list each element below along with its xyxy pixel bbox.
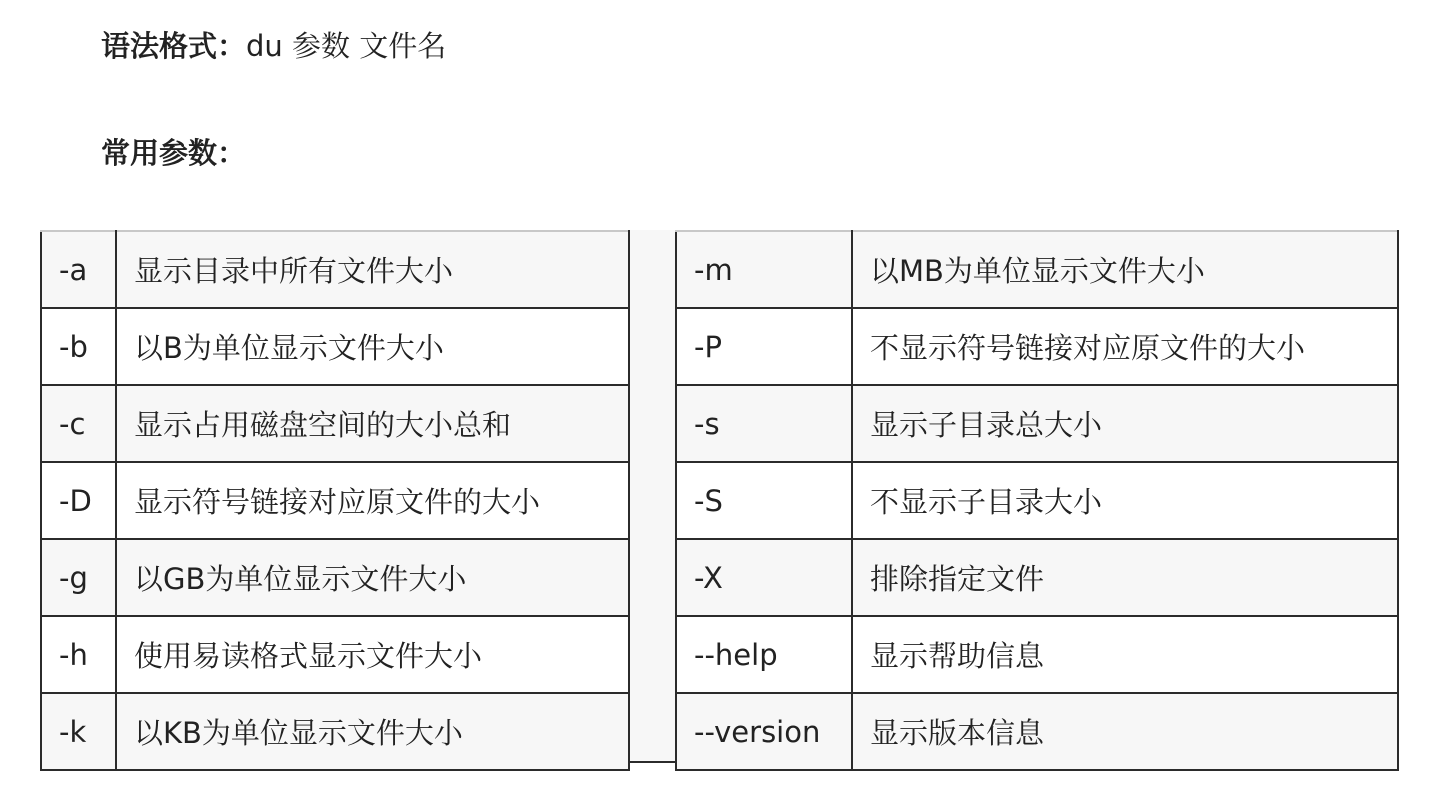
table-row (676, 385, 1398, 462)
params-heading: 常用参数： (101, 136, 247, 170)
options-table-right (675, 230, 1399, 771)
option-flag: -P (676, 308, 852, 385)
option-description: 使用易读格式显示文件大小 (116, 616, 629, 693)
table-row (41, 539, 629, 616)
syntax-command: du 参数 文件名 (246, 29, 447, 63)
option-flag: -b (41, 308, 116, 385)
option-flag: -s (676, 385, 852, 462)
option-description: 显示子目录总大小 (852, 385, 1398, 462)
option-description: 显示版本信息 (852, 693, 1398, 770)
option-description: 以GB为单位显示文件大小 (116, 539, 629, 616)
table-row (676, 462, 1398, 539)
table-row (41, 462, 629, 539)
option-flag: -k (41, 693, 116, 770)
option-flag: -c (41, 385, 116, 462)
option-description: 排除指定文件 (852, 539, 1398, 616)
option-flag: -D (41, 462, 116, 539)
option-flag: -m (676, 231, 852, 308)
option-description: 显示目录中所有文件大小 (116, 231, 629, 308)
option-description: 显示符号链接对应原文件的大小 (116, 462, 629, 539)
table-row (676, 616, 1398, 693)
syntax-label: 语法格式： (101, 29, 247, 63)
table-row (41, 385, 629, 462)
option-description: 不显示子目录大小 (852, 462, 1398, 539)
option-flag: -h (41, 616, 116, 693)
option-description: 显示帮助信息 (852, 616, 1398, 693)
option-flag: -X (676, 539, 852, 616)
table-row (676, 539, 1398, 616)
table-row (41, 693, 629, 770)
table-row (676, 308, 1398, 385)
table-row (41, 616, 629, 693)
option-description: 不显示符号链接对应原文件的大小 (852, 308, 1398, 385)
option-flag: -a (41, 231, 116, 308)
table-row (676, 231, 1398, 308)
option-flag: --help (676, 616, 852, 693)
options-table-left (40, 230, 630, 771)
option-description: 以KB为单位显示文件大小 (116, 693, 629, 770)
table-row (41, 231, 629, 308)
table-row (41, 308, 629, 385)
option-description: 以MB为单位显示文件大小 (852, 231, 1398, 308)
option-description: 以B为单位显示文件大小 (116, 308, 629, 385)
option-flag: -S (676, 462, 852, 539)
option-flag: --version (676, 693, 852, 770)
table-row (676, 693, 1398, 770)
option-flag: -g (41, 539, 116, 616)
table-gap-column (628, 230, 675, 763)
option-description: 显示占用磁盘空间的大小总和 (116, 385, 629, 462)
syntax-line (101, 24, 446, 68)
